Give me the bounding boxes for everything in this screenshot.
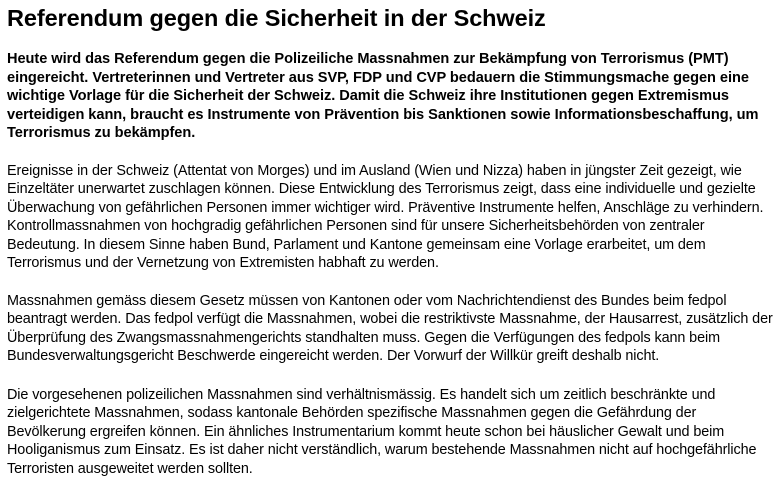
body-paragraph-1: Ereignisse in der Schweiz (Attentat von Morges) und im Ausland (Wien und Nizza) haben in jüngster Zeit gezeigt, wie Einzeltäter unerwartet zuschlagen können. Diese Entwicklung des Terrorismus zeigt, dass eine individuelle und gezielte Überwachung von gefährlichen Personen immer wichtiger wird. Präventive Instrumente helfen, Anschläge zu verhindern. Kontrollmassnahmen von hochgradig gefährlichen Personen sind für unsere Sicherheitsbehörden von zentraler Bedeutung. In diesem Sinne haben Bund, Parlament und Kantone gemeinsam eine Vorlage erarbeitet, um dem Terrorismus und der Vernetzung von Extremisten habhaft zu werden. bbox=[7, 162, 775, 273]
lead-paragraph: Heute wird das Referendum gegen die Polizeiliche Massnahmen zur Bekämpfung von Terrorismus (PMT) eingereicht. Vertreterinnen und Vertreter aus SVP, FDP und CVP bedauern die Stimmungsmache gegen eine wichtige Vorlage für die Sicherheit der Schweiz. Damit die Schweiz ihre Institutionen gegen Extremismus verteidigen kann, braucht es Instrumente von Prävention bis Sanktionen sowie Informationsbeschaffung, um Terrorismus zu bekämpfen. bbox=[7, 50, 775, 143]
page-title: Referendum gegen die Sicherheit in der Schweiz bbox=[7, 0, 775, 32]
body-paragraph-3: Die vorgesehenen polizeilichen Massnahmen sind verhältnismässig. Es handelt sich um zeitlich beschränkte und zielgerichtete Massnahmen, sodass kantonale Behörden spezifische Massnahmen gegen die Gefährdung der Bevölkerung ergreifen können. Ein ähnliches Instrumentarium kommt heute schon bei häuslicher Gewalt und beim Hooliganismus zum Einsatz. Es ist daher nicht verständlich, warum bestehende Massnahmen nicht auf hochgefährliche Terroristen ausgeweitet werden sollten. bbox=[7, 386, 775, 478]
body-paragraph-2: Massnahmen gemäss diesem Gesetz müssen von Kantonen oder vom Nachrichtendienst des Bundes beim fedpol beantragt werden. Das fedpol verfügt die Massnahmen, wobei die restriktivste Massnahme, der Hausarrest, zusätzlich der Überprüfung des Zwangsmassnahmengerichts standhalten muss. Gegen die Verfügungen des fedpols kann beim Bundesverwaltungsgericht Beschwerde eingereicht werden. Der Vorwurf der Willkür greift deshalb nicht. bbox=[7, 292, 775, 366]
